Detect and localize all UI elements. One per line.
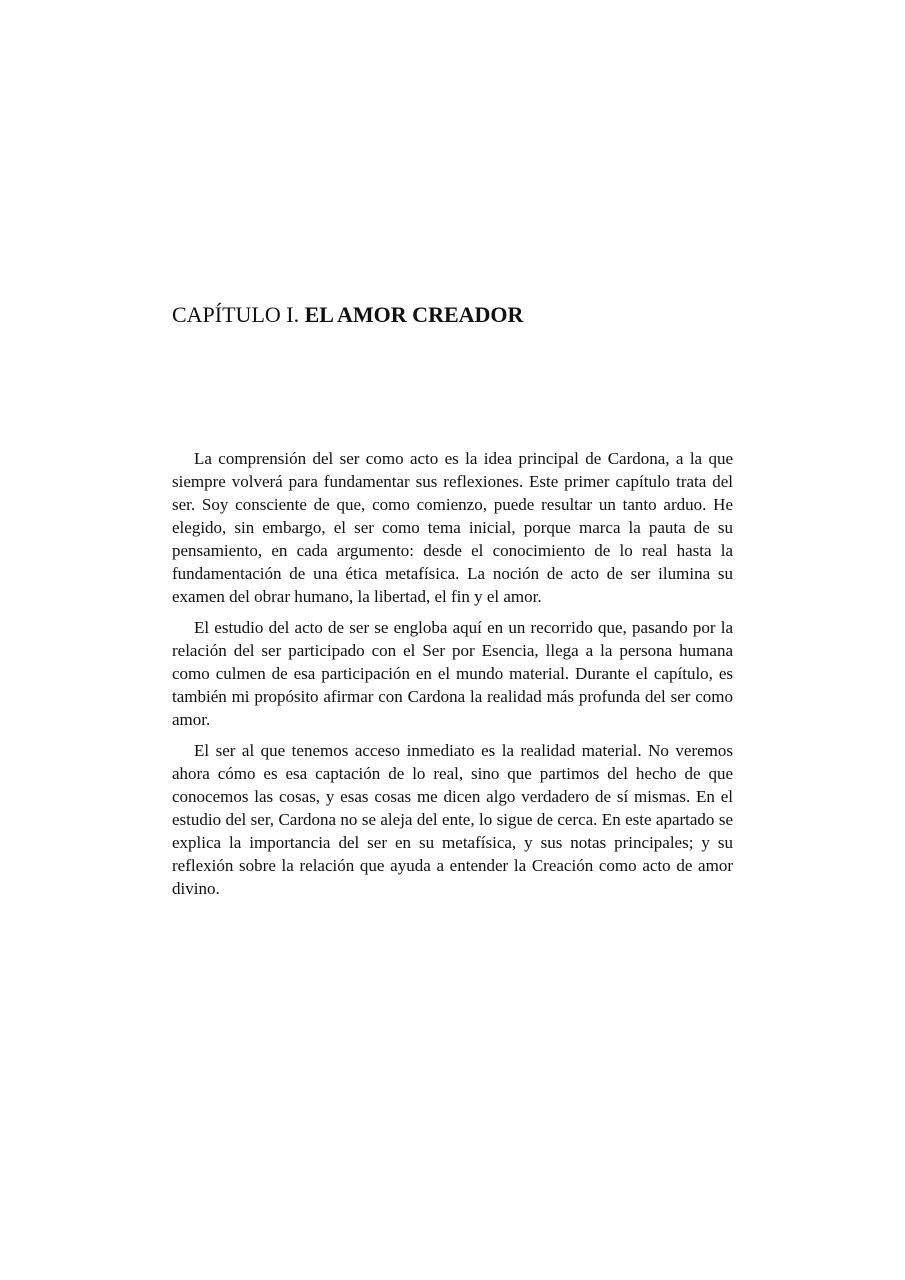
chapter-label: CAPÍTULO I. [172, 302, 300, 327]
paragraph-2: El estudio del acto de ser se engloba aquí en un recorrido que, pasando por la relación del ser participado con el Ser por Esencia, llega a la persona humana como culmen de esa participación en el mundo material. Durante el capítulo, es también mi propósito afirmar con Cardona la realidad más profunda del ser como amor. [172, 618, 733, 729]
paragraph-1: La comprensión del ser como acto es la idea principal de Cardona, a la que siempre volverá para fundamentar sus reflexiones. Este primer capítulo trata del ser. Soy consciente de que, como comienzo, puede resultar un tanto arduo. He elegido, sin embargo, el ser como tema inicial, porque marca la pauta de su pensamiento, en cada argumento: desde el conocimiento de lo real hasta la fundamentación de una ética metafísica. La noción de acto de ser ilumina su examen del obrar humano, la libertad, el fin y el amor. [172, 449, 733, 606]
paragraph-3: El ser al que tenemos acceso inmediato es la realidad material. No veremos ahora cómo es esa captación de lo real, sino que partimos del hecho de que conocemos las cosas, y esas cosas me dicen algo verdadero de sí mismas. En el estudio del ser, Cardona no se aleja del ente, lo sigue de cerca. En este apartado se explica la importancia del ser en su metafísica, y sus notas principales; y su reflexión sobre la relación que ayuda a entender la Creación como acto de amor divino. [172, 741, 733, 898]
chapter-heading [172, 299, 732, 331]
chapter-title: EL AMOR CREADOR [304, 302, 524, 327]
chapter-body [172, 447, 733, 908]
